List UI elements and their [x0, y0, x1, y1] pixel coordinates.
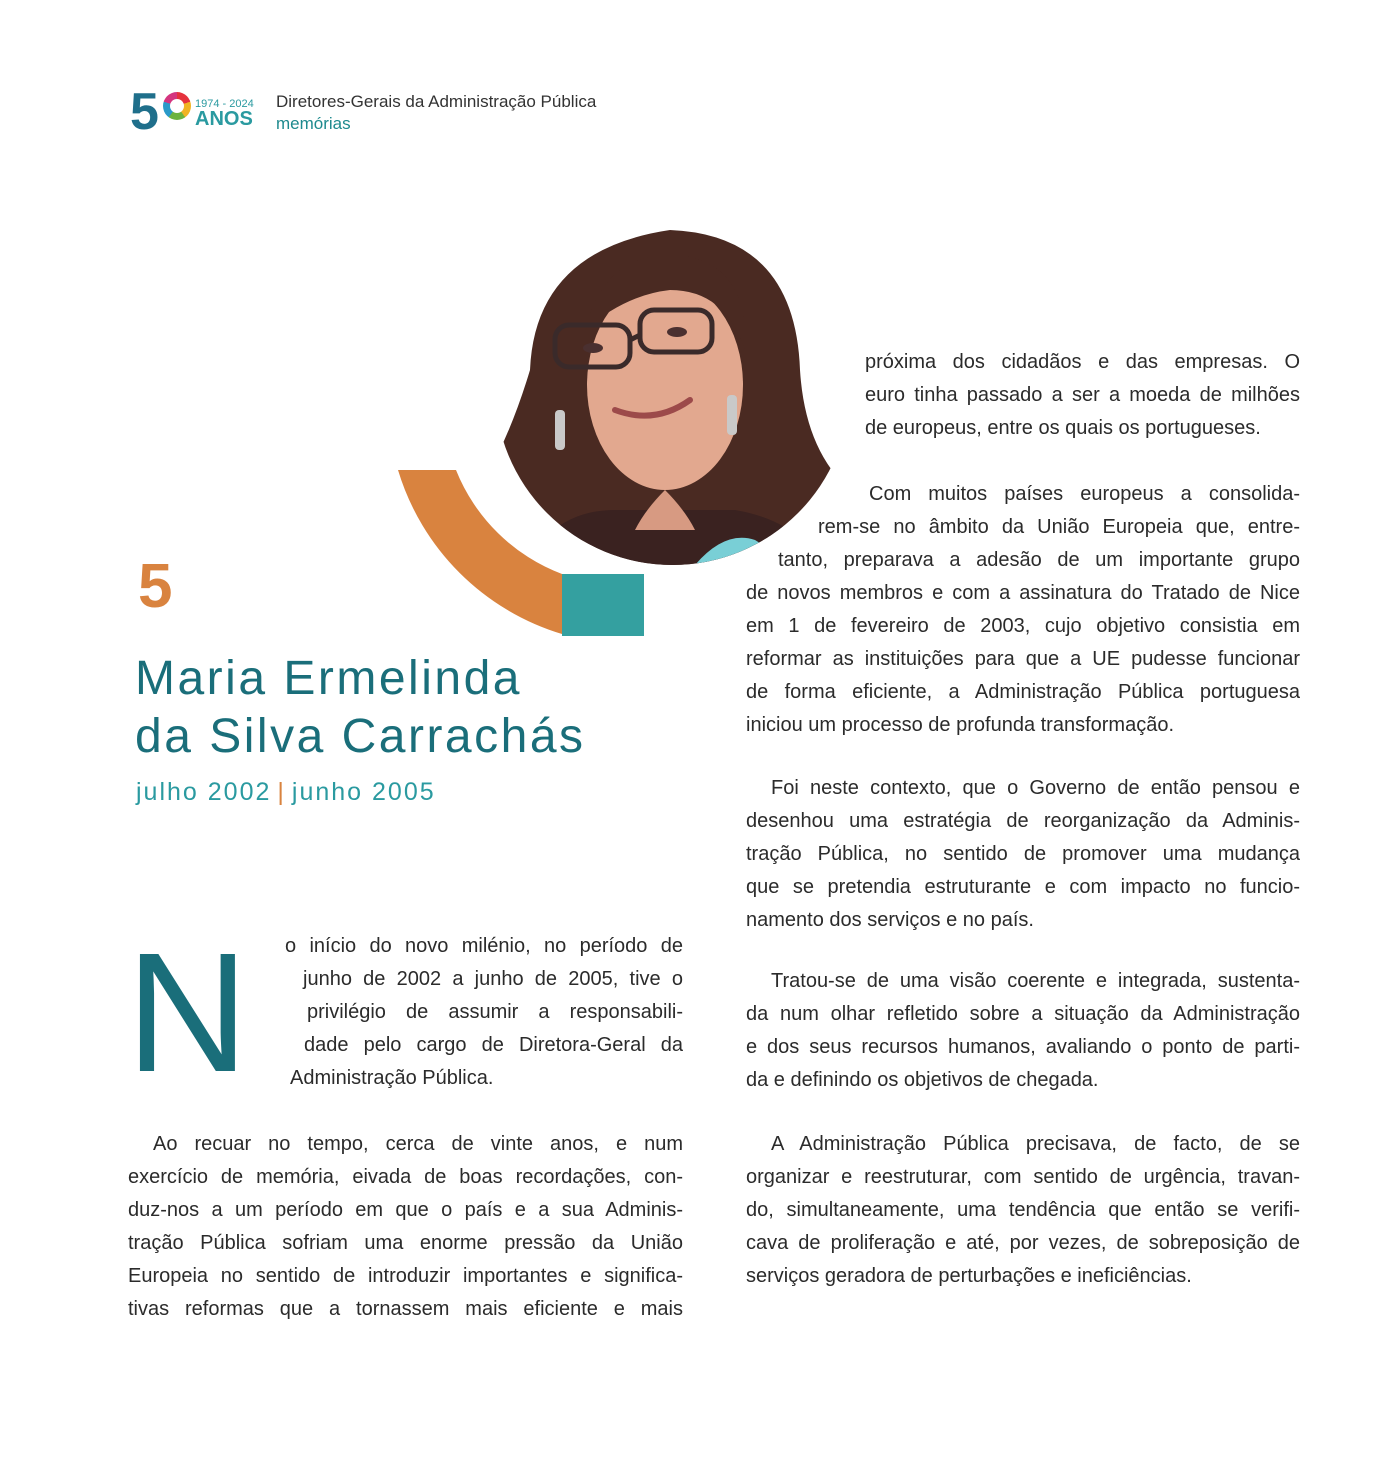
tenure-separator: |	[277, 778, 286, 806]
text-line: da num olhar refletido sobre a situação da Administração	[746, 1003, 1300, 1025]
text-line: iniciou um processo de profunda transformação.	[746, 714, 1175, 736]
right-paragraph-4	[0, 965, 1374, 1105]
text-line: A Administração Pública precisava, de facto, de se	[771, 1133, 1300, 1155]
text-line: reformar as instituições para que a UE pudesse funcionar	[746, 648, 1300, 670]
text-line: tração Pública, no sentido de promover uma mudança	[746, 843, 1300, 865]
logo-years: 1974 - 2024	[195, 98, 254, 110]
text-line: junho de 2002 a junho de 2005, tive o	[303, 968, 683, 990]
text-line: Administração Pública.	[290, 1067, 494, 1089]
text-line: Com muitos países europeus a consolida-	[869, 483, 1300, 505]
profile-name-line1: Maria Ermelinda	[135, 652, 522, 705]
text-line: tanto, preparava a adesão de um importante grupo	[778, 549, 1300, 571]
tenure-end: junho 2005	[291, 778, 436, 806]
right-paragraph-2	[0, 478, 1374, 748]
text-line: Europeia no sentido de introduzir importantes e significa-	[128, 1265, 683, 1287]
logo-anos: ANOS	[195, 108, 253, 130]
right-paragraph-5	[0, 1128, 1374, 1298]
text-line: Tratou-se de uma visão coerente e integrada, sustenta-	[771, 970, 1300, 992]
text-line: namento dos serviços e no país.	[746, 909, 1034, 931]
logo-ring-icon	[163, 92, 191, 120]
text-line: desenhou uma estratégia de reorganização da Adminis-	[746, 810, 1300, 832]
text-line: dade pelo cargo de Diretora-Geral da	[304, 1034, 683, 1056]
text-line: que se pretendia estruturante e com impacto no funcio-	[746, 876, 1300, 898]
text-line: de forma eficiente, a Administração Pública portuguesa	[746, 681, 1300, 703]
text-line: Foi neste contexto, que o Governo de então pensou e	[771, 777, 1300, 799]
logo-50: 5	[130, 83, 157, 141]
text-line: exercício de memória, eivada de boas recordações, con-	[128, 1166, 683, 1188]
text-line: tração Pública sofriam uma enorme pressão da União	[128, 1232, 683, 1254]
text-line: e dos seus recursos humanos, avaliando o ponto de parti-	[746, 1036, 1300, 1058]
text-line: privilégio de assumir a responsabili-	[307, 1001, 683, 1023]
text-line: da e definindo os objetivos de chegada.	[746, 1069, 1099, 1091]
text-line: tivas reformas que a tornassem mais eficiente e mais	[128, 1298, 683, 1320]
drop-cap: N	[126, 918, 249, 1108]
text-line: o início do novo milénio, no período de	[285, 935, 683, 957]
text-line: organizar e reestruturar, com sentido de urgência, travan-	[746, 1166, 1300, 1188]
text-line: de europeus, entre os quais os portugueses.	[865, 417, 1261, 439]
text-line: próxima dos cidadãos e das empresas. O	[865, 351, 1300, 373]
header-subtitle: memórias	[276, 114, 351, 133]
right-paragraph-3	[0, 772, 1374, 942]
profile-number: 5	[138, 552, 173, 621]
text-line: em 1 de fevereiro de 2003, cujo objetivo consistia em	[746, 615, 1300, 637]
text-line: cava de proliferação e até, por vezes, de sobreposição de	[746, 1232, 1300, 1254]
text-line: de novos membros e com a assinatura do Tratado de Nice	[746, 582, 1300, 604]
text-line: Ao recuar no tempo, cerca de vinte anos, e num	[153, 1133, 683, 1155]
text-line: euro tinha passado a ser a moeda de milhões	[865, 384, 1300, 406]
profile-name-line2: da Silva Carrachás	[135, 710, 586, 763]
text-line: rem-se no âmbito da União Europeia que, entre-	[818, 516, 1300, 538]
text-line: serviços geradora de perturbações e ineficiências.	[746, 1265, 1192, 1287]
text-line: do, simultaneamente, uma tendência que então se verifi-	[746, 1199, 1300, 1221]
header-title: Diretores-Gerais da Administração Pública	[276, 92, 597, 111]
right-paragraph-1	[0, 346, 1374, 456]
tenure-start: julho 2002	[136, 778, 272, 806]
text-line: duz-nos a um período em que o país e a sua Adminis-	[128, 1199, 683, 1221]
